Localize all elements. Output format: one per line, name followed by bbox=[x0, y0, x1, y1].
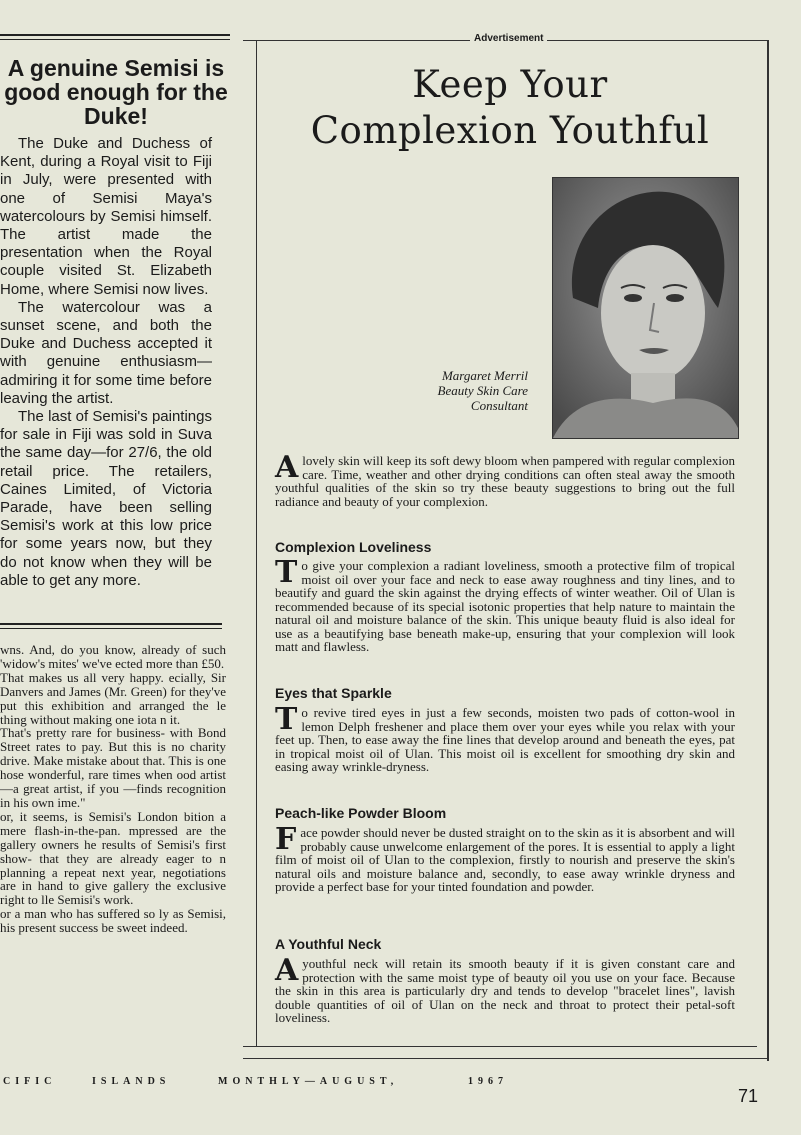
ad-intro-text: lovely skin will keep its soft dewy bloom when pampered with regular complexion care. Time, weather and other drying conditions can often steal away the smooth youthful qualities of the skin so try these beauty suggestions to bring out the full radiance and beauty of your complexion. bbox=[275, 453, 735, 509]
continued-paragraph: wns. And, do you know, already of such 'widow's mites' we've ected more than £50. bbox=[0, 642, 226, 671]
section-text: youthful neck will retain its smooth beauty if it is given constant care and protection with the same moist type of beauty oil you use on your face. Because the skin in this area is particularly dry and tends to develop "bracelet lines", lavish double quantities of oil of Ulan on the neck and throat to protect their petal-soft loveliness. bbox=[275, 956, 735, 1025]
portrait-photo bbox=[552, 177, 739, 439]
left-story bbox=[0, 135, 212, 590]
drop-cap: T bbox=[275, 555, 298, 590]
ad-title-line1: Keep Your bbox=[412, 63, 608, 106]
caption-role: Consultant bbox=[470, 398, 528, 413]
section-text: o revive tired eyes in just a few seconds, moisten two pads of cotton-wool in lemon Delph freshener and place them over your eyes while you relax with your feet up. Then, to ease away the fine lines that develop around and beneath the eyes, pat in tropical moist oil of Ulan. This moist oil is excellent for smoothing dry skin and easing away wrinkle-dryness. bbox=[275, 705, 735, 774]
drop-cap: F bbox=[275, 822, 297, 857]
continued-paragraph: or, it seems, is Semisi's London bition a mere flash-in-the-pan. mpressed are the gallery owners he results of Semisi's first show- that they are already eager to n planning a repeat next year, negotiations are in hand to give gallery the exclusive right to lle Semisi's work. bbox=[0, 808, 226, 908]
mid-rule bbox=[0, 623, 222, 625]
section-text: o give your complexion a radiant loveliness, smooth a protective film of tropical moist oil over your face and neck to ease away roughness and tiny lines, and to beautify and guard the skin against the drying effects of winter weather. Oil of Ulan is recommended because of its special isotonic properties that help nature to maintain the natural oil and moisture balance of the skin. This unique beauty fluid is also ideal for use as a beautifying base beneath make-up, ensuring that your complexion will look matt and flawless. bbox=[275, 558, 735, 654]
left-story-paragraph: The watercolour was a sunset scene, and both the Duke and Duchess accepted it with genuine enthusiasm—admiring it for some time before leaving the artist. bbox=[0, 298, 212, 407]
section-body bbox=[275, 702, 735, 774]
drop-cap: A bbox=[275, 953, 299, 988]
section-body bbox=[275, 822, 735, 894]
advertisement-frame-bottom-outer bbox=[243, 1058, 767, 1059]
mid-rule-thin bbox=[0, 628, 222, 629]
footer-publication: ISLANDS bbox=[92, 1076, 171, 1087]
caption-name: Margaret Merril bbox=[441, 368, 528, 383]
section-body bbox=[275, 953, 735, 1025]
section-heading: Peach-like Powder Bloom bbox=[275, 805, 447, 821]
section-heading: A Youthful Neck bbox=[275, 936, 382, 952]
section-heading: Eyes that Sparkle bbox=[275, 685, 392, 701]
left-story-paragraph: The last of Semisi's paintings for sale in Fiji was sold in Suva the same day—for 27/6, the old retail price. The retailers, Caines Limited, of Victoria Parade, have been selling Semisi's work at this low price for some years now, but they do not know when they will be able to get any more. bbox=[0, 408, 212, 589]
top-rule bbox=[0, 34, 230, 36]
footer-year: 1967 bbox=[468, 1076, 508, 1087]
continued-paragraph: That makes us all very happy. ecially, Sir Danvers and James (Mr. Green) for they've put this exhibition and arranged the le thing without making one iota n it. bbox=[0, 669, 226, 727]
section-heading: Complexion Loveliness bbox=[275, 539, 432, 555]
left-story-paragraph: The Duke and Duchess of Kent, during a Royal visit to Fiji in July, were presented with one of Semisi Maya's watercolours by Semisi himself. The artist made the presentation when the Royal couple visited St. Elizabeth Home, where Semisi now lives. bbox=[0, 135, 212, 298]
portrait-caption bbox=[380, 368, 528, 413]
ad-intro bbox=[275, 450, 735, 509]
caption-role: Beauty Skin Care bbox=[437, 383, 528, 398]
woman-portrait-image bbox=[553, 178, 738, 438]
section-text: ace powder should never be dusted straight on to the skin as it is absorbent and will probably cause unwelcome enlargement of the pores. It is essential to apply a light film of moist oil of Ulan to the complexion, firstly to nourish and preserve the skin's natural oils and moisture balance and, secondly, to ease away wrinkle dryness and provide a perfect base for your tinted foundation and powder. bbox=[275, 825, 735, 894]
advertisement-frame-bottom bbox=[243, 1046, 757, 1047]
continued-paragraph: That's pretty rare for business- with Bond Street rates to pay. But this is no charity drive. Make mistake about that. This is one hose wonderful, rare times when ood artist—a great artist, if you —finds recognition in his own ime." bbox=[0, 725, 226, 810]
ad-title-line2: Complexion Youthful bbox=[310, 109, 710, 152]
page-number: 71 bbox=[738, 1086, 759, 1106]
top-rule-thin bbox=[0, 39, 230, 40]
drop-cap: T bbox=[275, 702, 298, 737]
continued-paragraph: or a man who has suffered so ly as Semisi, his present success be sweet indeed. bbox=[0, 906, 226, 936]
left-continued-article bbox=[0, 643, 226, 935]
footer-date: MONTHLY—AUGUST, bbox=[218, 1076, 399, 1087]
footer-publication: CIFIC bbox=[3, 1076, 57, 1087]
advertisement-label: Advertisement bbox=[470, 33, 547, 44]
section-body bbox=[275, 555, 735, 654]
left-headline: A genuine Semisi is good enough for the Duke! bbox=[4, 55, 228, 129]
drop-cap: A bbox=[275, 450, 299, 485]
ad-title bbox=[300, 62, 720, 154]
advertisement-frame-left bbox=[256, 40, 257, 1046]
